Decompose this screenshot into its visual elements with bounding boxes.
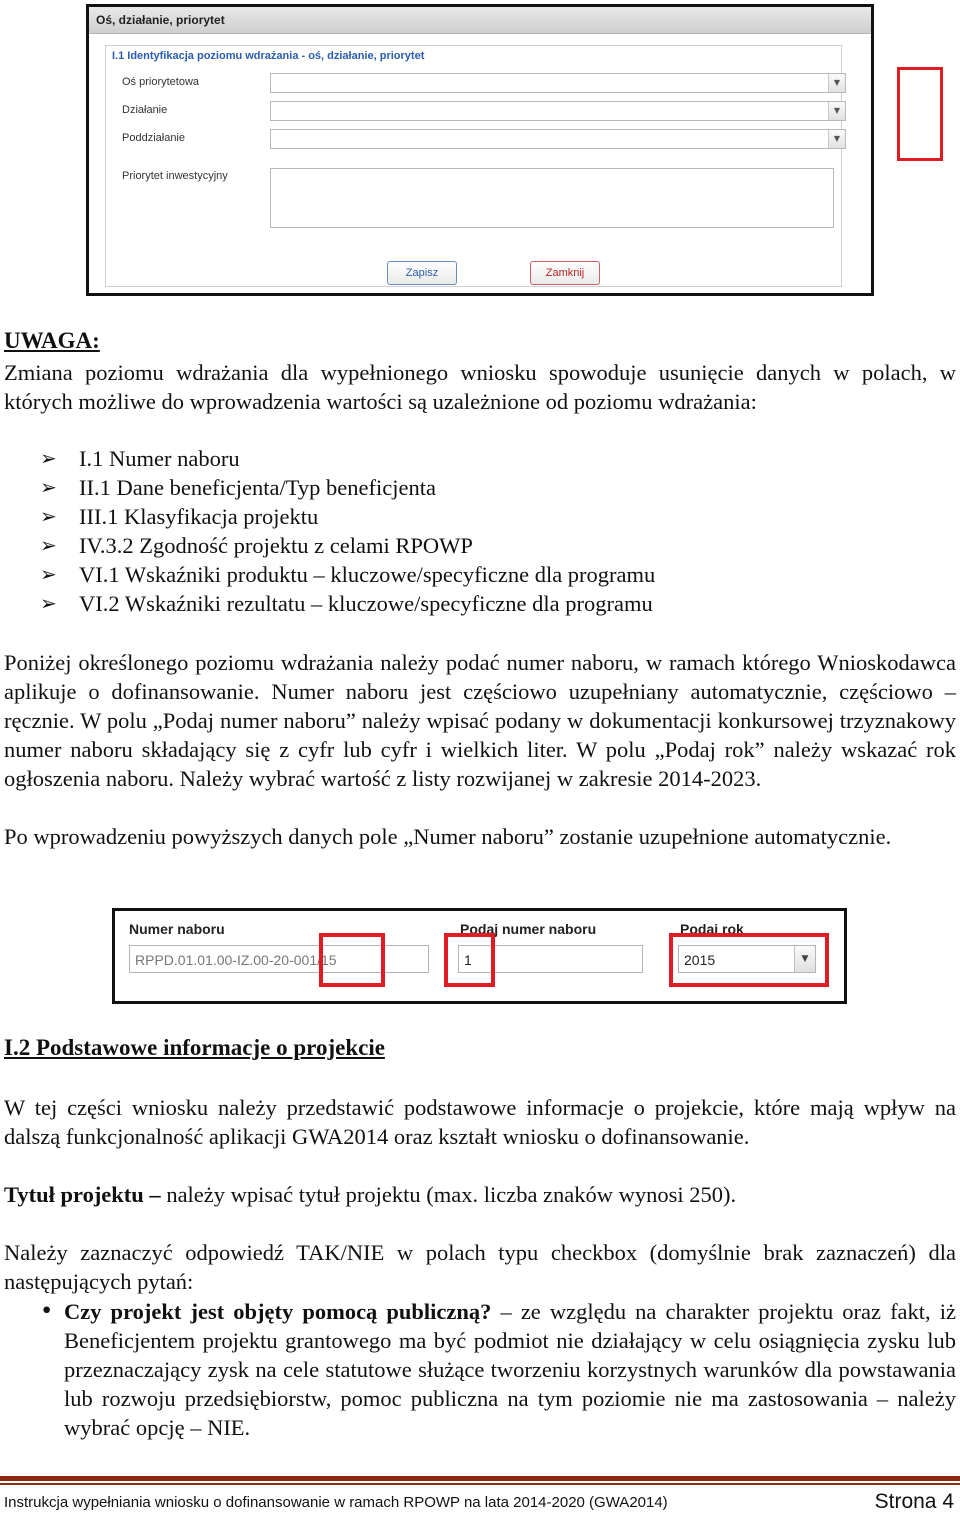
arrow-bullet-icon: ➢ xyxy=(40,446,57,470)
question-bold: Czy projekt jest objęty pomocą publiczną? xyxy=(64,1299,492,1324)
question-list xyxy=(40,1297,956,1442)
list-item xyxy=(40,1297,956,1442)
combo-dzialanie[interactable] xyxy=(270,101,846,121)
dialog-panel xyxy=(105,45,842,287)
podaj-numer-input[interactable]: 1 xyxy=(458,945,643,973)
section-intro: W tej części wniosku należy przedstawić podstawowe informacje o projekcie, które mają wpływ na dalszą funkcjonalność aplikacji GWA2014 oraz kształt wniosku o dofinansowanie. xyxy=(4,1095,956,1149)
bullet-dot-icon: • xyxy=(40,1298,54,1324)
podaj-rok-label: Podaj rok xyxy=(680,921,744,937)
highlight-box xyxy=(319,933,385,987)
chevron-down-icon[interactable]: ▼ xyxy=(828,130,845,148)
arrow-bullet-icon: ➢ xyxy=(40,504,57,528)
arrow-bullet-icon: ➢ xyxy=(40,591,57,615)
highlight-box xyxy=(897,67,943,161)
arrow-bullet-icon: ➢ xyxy=(40,475,57,499)
footer-title: Instrukcja wypełniania wniosku o dofinansowanie w ramach RPOWP na lata 2014-2020 (GWA2014) xyxy=(4,1494,668,1511)
field-label-dzialanie: Działanie xyxy=(122,104,168,116)
paragraph-automatycznie: Po wprowadzeniu powyższych danych pole „Numer naboru” zostanie uzupełnione automatycznie. xyxy=(4,824,892,849)
question-rest: – ze względu na charakter projektu oraz fakt, iż Beneficjentem projektu grantowego ma być podmiot nie działający w celu osiągnięcia zysku lub przeznaczający zysk na cele statutowe służące tworzeniu korzystnych warunków dla powstawania lub rozwoju przedsiębiorstw, pomoc publiczna na tym poziomie nie ma zastosowania – należy wybrać opcję – NIE. xyxy=(64,1299,956,1440)
arrow-bullet-icon: ➢ xyxy=(40,562,57,586)
footer-rule-thin xyxy=(0,1483,960,1485)
podaj-rok-value: 2015 xyxy=(684,952,716,968)
list-item: ➢ III.1 Klasyfikacja projektu xyxy=(40,504,319,529)
checkbox-intro: Należy zaznaczyć odpowiedź TAK/NIE w polach typu checkbox (domyślnie brak zaznaczeń) dla następujących pytań: xyxy=(4,1240,956,1294)
podaj-numer-label: Podaj numer naboru xyxy=(460,921,597,937)
list-item: ➢ IV.3.2 Zgodność projektu z celami RPOWP xyxy=(40,533,473,558)
field-label-os: Oś priorytetowa xyxy=(122,76,200,88)
list-item: ➢ II.1 Dane beneficjenta/Typ beneficjenta xyxy=(40,475,436,500)
list-item: ➢ VI.1 Wskaźniki produktu – kluczowe/specyficzne dla programu xyxy=(40,562,656,587)
list-item: ➢ I.1 Numer naboru xyxy=(40,446,240,471)
page-number: Strona 4 xyxy=(874,1490,954,1513)
arrow-bullet-icon: ➢ xyxy=(40,533,57,557)
combo-poddzialanie[interactable] xyxy=(270,129,846,149)
textarea-priorytet-inwestycyjny[interactable] xyxy=(270,168,834,228)
close-button[interactable]: Zamknij xyxy=(530,261,600,285)
section-title: I.2 Podstawowe informacje o projekcie xyxy=(4,1035,385,1060)
footer-rule-thick xyxy=(0,1476,960,1481)
highlight-box xyxy=(444,933,495,987)
dialog-title: Oś, działanie, priorytet xyxy=(89,7,871,34)
warning-intro: Zmiana poziomu wdrażania dla wypełnionego wniosku spowoduje usunięcie danych w polach, w których możliwe do wprowadzenia wartości są uzależnione od poziomu wdrażania: xyxy=(4,360,956,414)
save-button[interactable]: Zapisz xyxy=(387,261,457,285)
list-item: ➢ VI.2 Wskaźniki rezultatu – kluczowe/specyficzne dla programu xyxy=(40,591,653,616)
numer-naboru-label: Numer naboru xyxy=(129,921,225,937)
chevron-down-icon[interactable]: ▼ xyxy=(828,102,845,120)
nabor-screenshot xyxy=(112,908,847,1004)
numer-naboru-field: RPPD.01.01.00-IZ.00-20-001/15 xyxy=(129,945,429,973)
dialog-screenshot xyxy=(86,4,874,296)
tytul-bold: Tytuł projektu – xyxy=(4,1182,161,1207)
highlight-box xyxy=(669,933,829,987)
warning-list xyxy=(40,444,655,618)
chevron-down-icon[interactable]: ▼ xyxy=(828,74,845,92)
warning-title: UWAGA: xyxy=(4,328,100,353)
chevron-down-icon[interactable]: ▼ xyxy=(794,946,815,972)
paragraph-numer-naboru: Poniżej określonego poziomu wdrażania należy podać numer naboru, w ramach którego Wnioskodawca aplikuje o dofinansowanie. Numer naboru jest częściowo uzupełniany automatycznie, częściowo – ręcznie. W polu „Podaj numer naboru” należy wpisać podany w dokumentacji konkursowej trzyznakowy numer naboru składający się z cyfr lub cyfr i wielkich liter. W polu „Podaj rok” należy wskazać rok ogłoszenia naboru. Należy wybrać wartość z listy rozwijanej w zakresie 2014-2023. xyxy=(4,650,956,791)
tytul-rest: należy wpisać tytuł projektu (max. liczba znaków wynosi 250). xyxy=(160,1182,737,1207)
field-label-poddzialanie: Poddziałanie xyxy=(122,132,185,144)
field-label-priorytet: Priorytet inwestycyjny xyxy=(122,170,228,182)
tytul-projektu-paragraph xyxy=(4,1180,956,1209)
combo-os-priorytetowa[interactable] xyxy=(270,73,846,93)
dialog-section-title: I.1 Identyfikacja poziomu wdrażania - oś, działanie, priorytet xyxy=(112,50,425,62)
